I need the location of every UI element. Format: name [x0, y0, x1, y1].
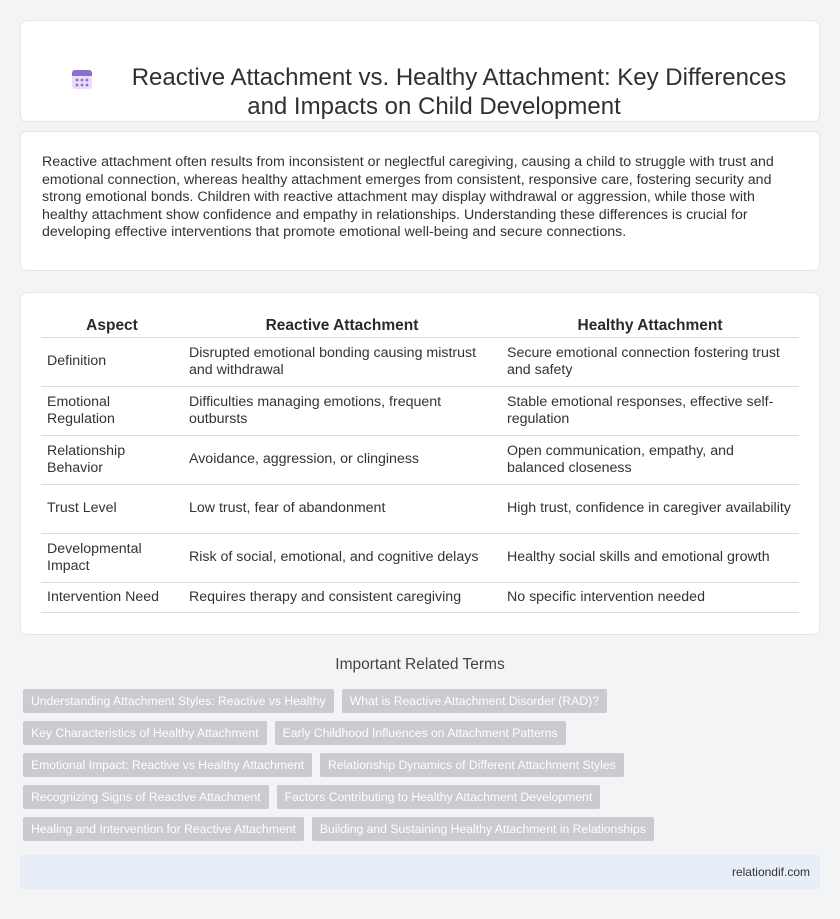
aspect-cell: Intervention Need — [41, 583, 183, 613]
aspect-cell: Emotional Regulation — [41, 387, 183, 436]
page-title: Reactive Attachment vs. Healthy Attachment: Key Differences and Impacts on Child Development — [131, 64, 787, 120]
comparison-table — [41, 315, 799, 613]
related-term-link[interactable]: Healing and Intervention for Reactive Attachment — [23, 817, 304, 841]
related-term-link[interactable]: Emotional Impact: Reactive vs Healthy Attachment — [23, 753, 312, 777]
healthy-cell: Secure emotional connection fostering trust and safety — [501, 338, 799, 387]
aspect-cell: Relationship Behavior — [41, 436, 183, 485]
related-term-link[interactable]: Key Characteristics of Healthy Attachment — [23, 721, 267, 745]
reactive-cell: Disrupted emotional bonding causing mistrust and withdrawal — [183, 338, 501, 387]
related-term-link[interactable]: Early Childhood Influences on Attachment Patterns — [275, 721, 566, 745]
title-card — [20, 20, 820, 122]
aspect-cell: Developmental Impact — [41, 534, 183, 583]
healthy-cell: No specific intervention needed — [501, 583, 799, 613]
reactive-cell: Difficulties managing emotions, frequent outbursts — [183, 387, 501, 436]
healthy-cell: High trust, confidence in caregiver availability — [501, 485, 799, 534]
healthy-cell: Healthy social skills and emotional growth — [501, 534, 799, 583]
footer-bar — [20, 855, 820, 889]
header-aspect: Aspect — [86, 317, 138, 334]
aspect-cell: Definition — [41, 338, 183, 387]
reactive-cell: Avoidance, aggression, or clinginess — [183, 436, 501, 485]
related-terms-row — [23, 817, 654, 841]
reactive-cell: Low trust, fear of abandonment — [183, 485, 501, 534]
comparison-card — [20, 292, 820, 635]
related-terms-row — [23, 721, 566, 745]
table-row — [41, 485, 799, 534]
header-healthy: Healthy Attachment — [577, 317, 723, 334]
table-row — [41, 436, 799, 485]
related-terms-row — [23, 753, 624, 777]
related-term-link[interactable]: Factors Contributing to Healthy Attachment Development — [277, 785, 601, 809]
table-row — [41, 387, 799, 436]
table-header-row — [41, 315, 799, 338]
related-term-link[interactable]: Building and Sustaining Healthy Attachment in Relationships — [312, 817, 654, 841]
intro-paragraph: Reactive attachment often results from inconsistent or neglectful caregiving, causing a child to struggle with trust and emotional connection, whereas healthy attachment emerges from consistent, responsive care, fostering security and strong emotional bonds. Children with reactive attachment may display withdrawal or aggression, while those with healthy attachment show confidence and empathy in relationships. Understanding these differences is crucial for developing effective interventions that promote emotional well-being and secure connections. — [42, 154, 774, 241]
footer-site-link[interactable]: relationdif.com — [731, 865, 810, 879]
related-terms-row — [23, 689, 607, 713]
reactive-cell: Risk of social, emotional, and cognitive delays — [183, 534, 501, 583]
aspect-cell: Trust Level — [41, 485, 183, 534]
related-term-link[interactable]: What is Reactive Attachment Disorder (RAD)? — [342, 689, 607, 713]
table-row — [41, 338, 799, 387]
related-term-link[interactable]: Understanding Attachment Styles: Reactive vs Healthy — [23, 689, 334, 713]
healthy-cell: Stable emotional responses, effective self-regulation — [501, 387, 799, 436]
related-term-link[interactable]: Relationship Dynamics of Different Attachment Styles — [320, 753, 624, 777]
intro-card — [20, 131, 820, 271]
header-reactive: Reactive Attachment — [265, 317, 419, 334]
related-term-link[interactable]: Recognizing Signs of Reactive Attachment — [23, 785, 269, 809]
healthy-cell: Open communication, empathy, and balanced closeness — [501, 436, 799, 485]
table-row — [41, 534, 799, 583]
related-terms-heading: Important Related Terms — [335, 656, 505, 673]
table-row — [41, 583, 799, 613]
reactive-cell: Requires therapy and consistent caregiving — [183, 583, 501, 613]
related-terms-row — [23, 785, 600, 809]
